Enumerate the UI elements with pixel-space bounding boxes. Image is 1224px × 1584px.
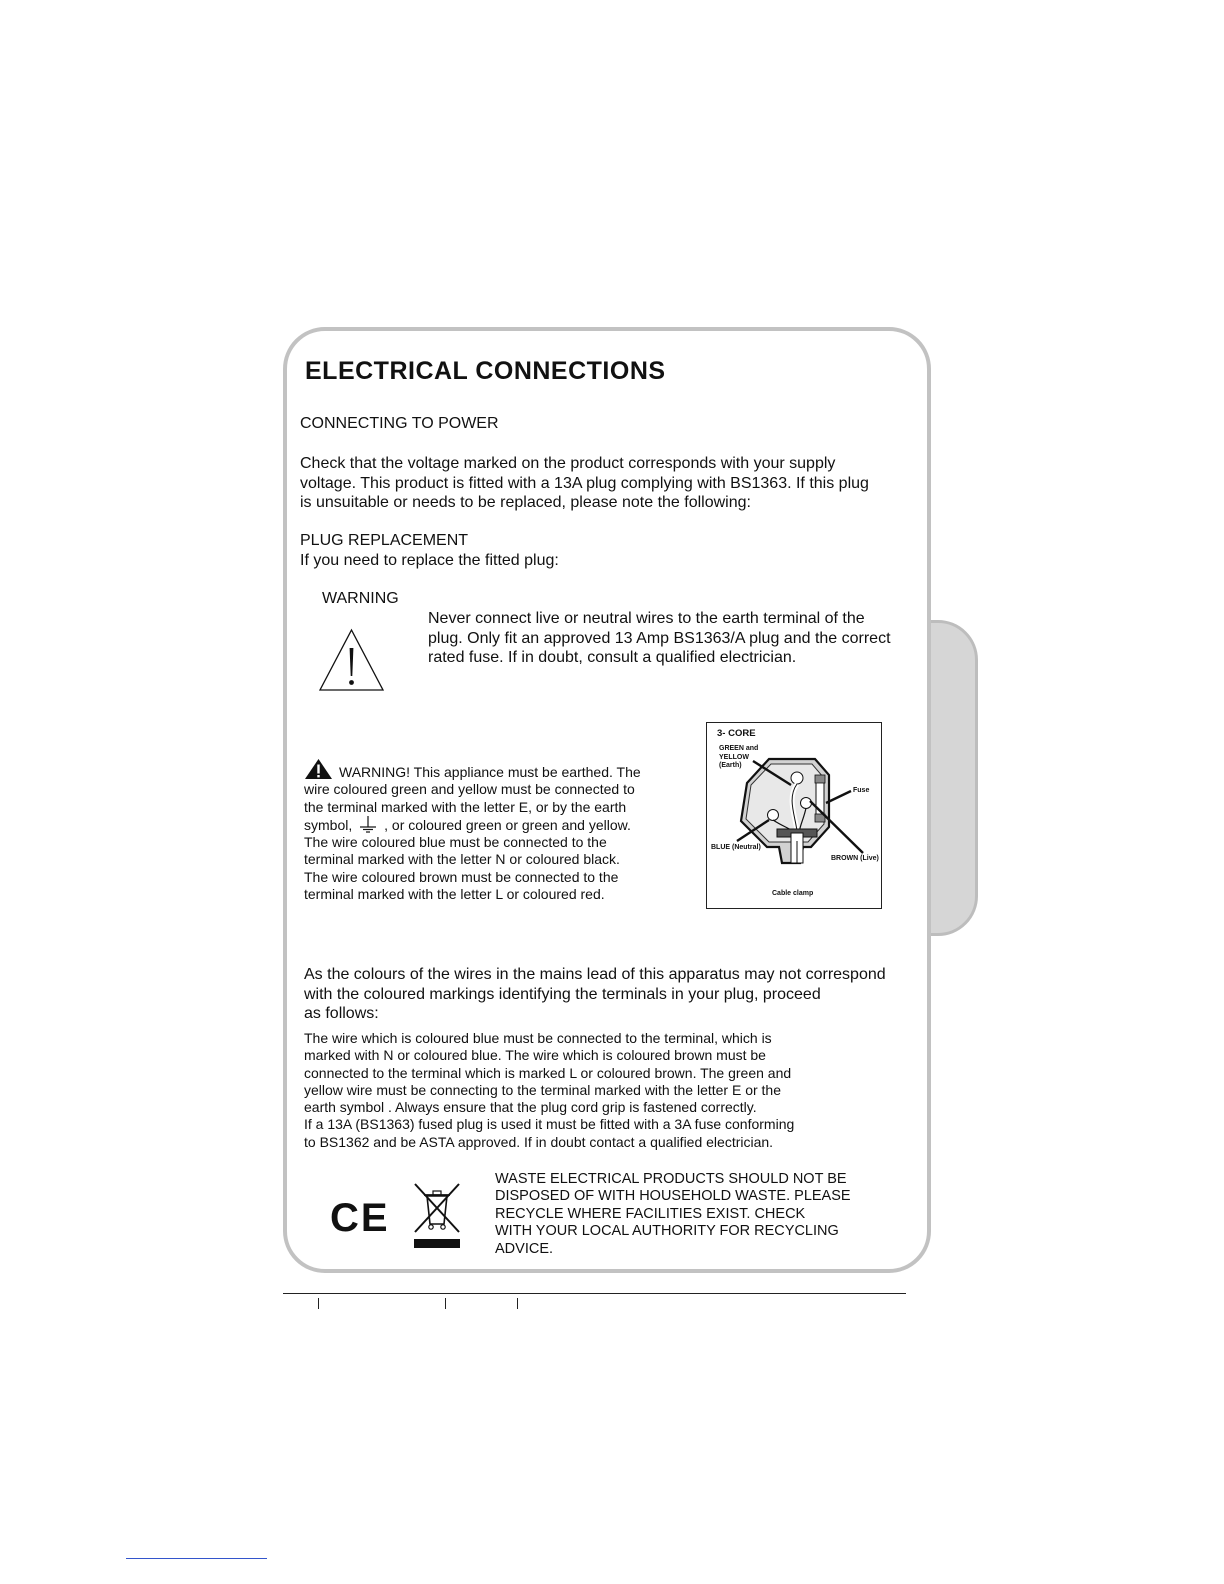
connecting-paragraph <box>300 454 869 513</box>
earth-symbol-line <box>304 816 641 834</box>
page-title: ELECTRICAL CONNECTIONS <box>305 357 666 385</box>
earth-label-line: GREEN and <box>719 745 759 752</box>
instruction-line: connected to the terminal which is marked L or coloured brown. The green and <box>304 1064 792 1081</box>
colours-line: As the colours of the wires in the mains lead of this apparatus may not correspond <box>304 966 886 983</box>
connecting-line: is unsuitable or needs to be replaced, please note the following: <box>300 494 751 511</box>
connecting-line: voltage. This product is fitted with a 13A plug complying with BS1363. If this plug <box>300 474 869 492</box>
live-label: BROWN (Live) <box>831 855 879 862</box>
warning-triangle-icon <box>318 628 385 692</box>
warning-line: rated fuse. If in doubt, consult a qualified electrician. <box>428 649 797 666</box>
colours-paragraph <box>304 965 886 1024</box>
instruction-line: earth symbol . Always ensure that the plug cord grip is fastened correctly. <box>304 1099 757 1116</box>
footer-tick <box>517 1298 518 1309</box>
earth-label-line: (Earth) <box>719 762 742 769</box>
earth-warning-line: wire coloured green and yellow must be connected to <box>304 781 635 798</box>
earth-warning-text: WARNING! This appliance must be earthed. The <box>339 764 641 780</box>
plug-replacement-intro: If you need to replace the fitted plug: <box>300 552 559 569</box>
earth-warning-line: The wire coloured blue must be connected to the <box>304 834 607 851</box>
instruction-line: yellow wire must be connecting to the terminal marked with the letter E or the <box>304 1081 781 1098</box>
colours-line: as follows: <box>304 1005 379 1022</box>
warning-line: plug. Only fit an approved 13 Amp BS1363/A plug and the correct <box>428 629 891 647</box>
instruction-line: The wire which is coloured blue must be connected to the terminal, which is <box>304 1030 772 1046</box>
symbol-suffix: , or coloured green or green and yellow. <box>384 816 631 833</box>
footer-tick <box>445 1298 446 1309</box>
fuse-label: Fuse <box>853 787 870 794</box>
bottom-link-underline <box>126 1558 267 1559</box>
warning-label: WARNING <box>322 590 399 607</box>
footer-tick <box>318 1298 319 1309</box>
warning-solid-icon <box>304 758 333 780</box>
plug-wiring-diagram <box>706 722 882 909</box>
connecting-heading: CONNECTING TO POWER <box>300 415 499 432</box>
footer-rule <box>283 1293 906 1294</box>
symbol-prefix: symbol, <box>304 816 353 833</box>
instructions-paragraph <box>304 1030 794 1151</box>
neutral-label: BLUE (Neutral) <box>711 844 761 851</box>
earth-warning-line: terminal marked with the letter L or coloured red. <box>304 886 605 903</box>
weee-line: WASTE ELECTRICAL PRODUCTS SHOULD NOT BE <box>495 1171 847 1187</box>
plug-drawing <box>707 723 883 910</box>
instruction-line: If a 13A (BS1363) fused plug is used it must be fitted with a 3A fuse conforming <box>304 1116 795 1133</box>
earth-ground-icon <box>358 816 378 833</box>
warning-line: Never connect live or neutral wires to the earth terminal of the <box>428 610 865 627</box>
cable-clamp-label: Cable clamp <box>772 890 814 897</box>
weee-line: WITH YOUR LOCAL AUTHORITY FOR RECYCLING <box>495 1223 839 1240</box>
weee-notice <box>495 1171 851 1258</box>
instruction-line: marked with N or coloured blue. The wire which is coloured brown must be <box>304 1047 766 1064</box>
weee-line: ADVICE. <box>495 1240 554 1257</box>
earth-label-line: YELLOW <box>719 753 749 761</box>
weee-bin-icon <box>412 1182 462 1250</box>
weee-line: DISPOSED OF WITH HOUSEHOLD WASTE. PLEASE <box>495 1188 851 1205</box>
earth-warning-line: The wire coloured brown must be connected to the <box>304 868 619 885</box>
earth-warning-first-line <box>304 758 641 781</box>
earth-warning-block <box>304 758 641 903</box>
connecting-line: Check that the voltage marked on the product corresponds with your supply <box>300 455 836 472</box>
instruction-line: to BS1362 and be ASTA approved. If in doubt contact a qualified electrician. <box>304 1133 774 1150</box>
ce-mark: CE <box>330 1196 390 1240</box>
diagram-title: 3- CORE <box>717 728 756 739</box>
earth-warning-line: the terminal marked with the letter E, or by the earth <box>304 798 627 815</box>
plug-replacement-heading: PLUG REPLACEMENT <box>300 532 469 549</box>
warning-paragraph <box>428 609 891 668</box>
earth-warning-line: terminal marked with the letter N or coloured black. <box>304 851 620 868</box>
colours-line: with the coloured markings identifying the terminals in your plug, proceed <box>304 985 821 1003</box>
weee-line: RECYCLE WHERE FACILITIES EXIST. CHECK <box>495 1205 806 1222</box>
